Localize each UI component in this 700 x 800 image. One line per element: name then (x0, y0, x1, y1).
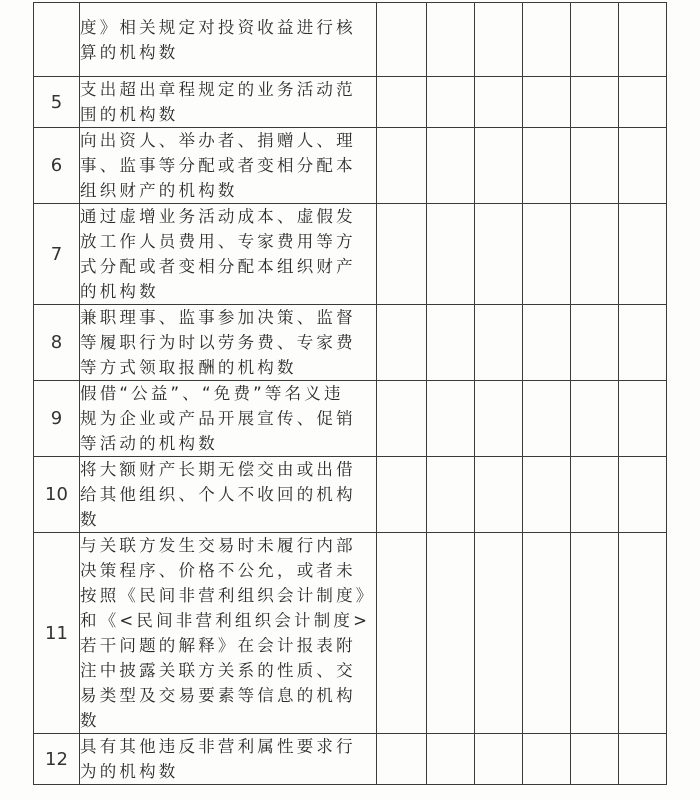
empty-value-cell (376, 734, 426, 785)
description-line: 事、监事等分配或者变相分配本 (80, 156, 356, 175)
item-description-cell (80, 204, 377, 305)
empty-value-cell (618, 533, 666, 734)
empty-value-cell (522, 381, 570, 457)
empty-value-cell (426, 77, 474, 128)
empty-value-cell (376, 305, 426, 381)
empty-value-cell (474, 734, 522, 785)
empty-value-cell (570, 381, 618, 457)
empty-value-cell (570, 734, 618, 785)
description-line: 和《<民间非营利组织会计制度> (80, 611, 371, 630)
item-description-cell (80, 734, 377, 785)
empty-value-cell (376, 533, 426, 734)
description-line: 按照《民间非营利组织会计制度》 (80, 586, 376, 605)
row-number-cell: 10 (34, 457, 80, 533)
description-line: 等方式领取报酬的机构数 (80, 358, 297, 377)
empty-value-cell (376, 204, 426, 305)
description-line: 决策程序、价格不公允，或者未 (80, 561, 356, 580)
description-line: 兼职理事、监事参加决策、监督 (80, 308, 356, 327)
empty-value-cell (522, 77, 570, 128)
row-number-cell: 7 (34, 204, 80, 305)
empty-value-cell (522, 3, 570, 77)
description-line: 数 (80, 711, 100, 730)
empty-value-cell (618, 3, 666, 77)
description-line: 等活动的机构数 (80, 434, 218, 453)
empty-value-cell (376, 128, 426, 204)
empty-value-cell (376, 3, 426, 77)
description-line: 假借“公益”、“免费”等名义违 (80, 384, 344, 403)
statistics-table (33, 2, 667, 785)
empty-value-cell (522, 734, 570, 785)
description-line: 放工作人员费用、专家费用等方 (80, 232, 356, 251)
empty-value-cell (570, 128, 618, 204)
empty-value-cell (570, 77, 618, 128)
table-row (34, 381, 667, 457)
empty-value-cell (474, 3, 522, 77)
description-line: 将大额财产长期无偿交由或出借 (80, 460, 356, 479)
description-line: 注中披露关联方关系的性质、交 (80, 661, 356, 680)
empty-value-cell (522, 305, 570, 381)
empty-value-cell (570, 533, 618, 734)
empty-value-cell (618, 77, 666, 128)
description-line: 等履职行为时以劳务费、专家费 (80, 333, 356, 352)
description-line: 与关联方发生交易时未履行内部 (80, 536, 356, 555)
item-description-cell (80, 305, 377, 381)
empty-value-cell (376, 77, 426, 128)
empty-value-cell (474, 204, 522, 305)
empty-value-cell (570, 457, 618, 533)
item-description-cell (80, 457, 377, 533)
item-description-cell (80, 533, 377, 734)
table-row (34, 457, 667, 533)
row-number-cell: 11 (34, 533, 80, 734)
empty-value-cell (570, 3, 618, 77)
empty-value-cell (426, 3, 474, 77)
empty-value-cell (618, 734, 666, 785)
table-row (34, 305, 667, 381)
table-row (34, 77, 667, 128)
description-line: 易类型及交易要素等信息的机构 (80, 686, 356, 705)
empty-value-cell (474, 381, 522, 457)
item-description-cell (80, 3, 377, 77)
empty-value-cell (426, 734, 474, 785)
empty-value-cell (426, 533, 474, 734)
table-row (34, 734, 667, 785)
empty-value-cell (426, 128, 474, 204)
description-line: 的机构数 (80, 282, 159, 301)
empty-value-cell (474, 533, 522, 734)
row-number-cell: 8 (34, 305, 80, 381)
empty-value-cell (474, 77, 522, 128)
description-line: 给其他组织、个人不收回的机构 (80, 485, 356, 504)
table-row (34, 128, 667, 204)
empty-value-cell (618, 381, 666, 457)
description-line: 式分配或者变相分配本组织财产 (80, 257, 356, 276)
description-line: 规为企业或产品开展宣传、促销 (80, 409, 356, 428)
empty-value-cell (376, 457, 426, 533)
empty-value-cell (618, 128, 666, 204)
empty-value-cell (474, 457, 522, 533)
description-line: 围的机构数 (80, 105, 179, 124)
empty-value-cell (426, 381, 474, 457)
table-body (34, 3, 667, 785)
description-line: 度》相关规定对投资收益进行核 (80, 17, 356, 37)
row-number-cell: 12 (34, 734, 80, 785)
description-line: 若干问题的解释》在会计报表附 (80, 636, 356, 655)
row-number-cell: 9 (34, 381, 80, 457)
empty-value-cell (426, 305, 474, 381)
item-description-cell (80, 128, 377, 204)
item-description-cell (80, 77, 377, 128)
description-line: 算的机构数 (80, 42, 179, 62)
item-description-cell (80, 381, 377, 457)
empty-value-cell (474, 305, 522, 381)
empty-value-cell (426, 457, 474, 533)
empty-value-cell (522, 457, 570, 533)
empty-value-cell (618, 457, 666, 533)
description-line: 组织财产的机构数 (80, 181, 238, 200)
description-line: 向出资人、举办者、捐赠人、理 (80, 131, 356, 150)
empty-value-cell (618, 204, 666, 305)
table-row (34, 204, 667, 305)
table-row (34, 3, 667, 77)
empty-value-cell (522, 204, 570, 305)
table-row (34, 533, 667, 734)
empty-value-cell (618, 305, 666, 381)
empty-value-cell (474, 128, 522, 204)
empty-value-cell (376, 381, 426, 457)
row-number-cell: 6 (34, 128, 80, 204)
description-line: 为的机构数 (80, 762, 179, 781)
row-number-cell (34, 3, 80, 77)
row-number-cell: 5 (34, 77, 80, 128)
empty-value-cell (570, 204, 618, 305)
description-line: 支出超出章程规定的业务活动范 (80, 80, 356, 99)
description-line: 具有其他违反非营利属性要求行 (80, 737, 356, 756)
empty-value-cell (522, 128, 570, 204)
empty-value-cell (570, 305, 618, 381)
empty-value-cell (522, 533, 570, 734)
description-line: 通过虚增业务活动成本、虚假发 (80, 207, 356, 226)
description-line: 数 (80, 510, 100, 529)
empty-value-cell (426, 204, 474, 305)
